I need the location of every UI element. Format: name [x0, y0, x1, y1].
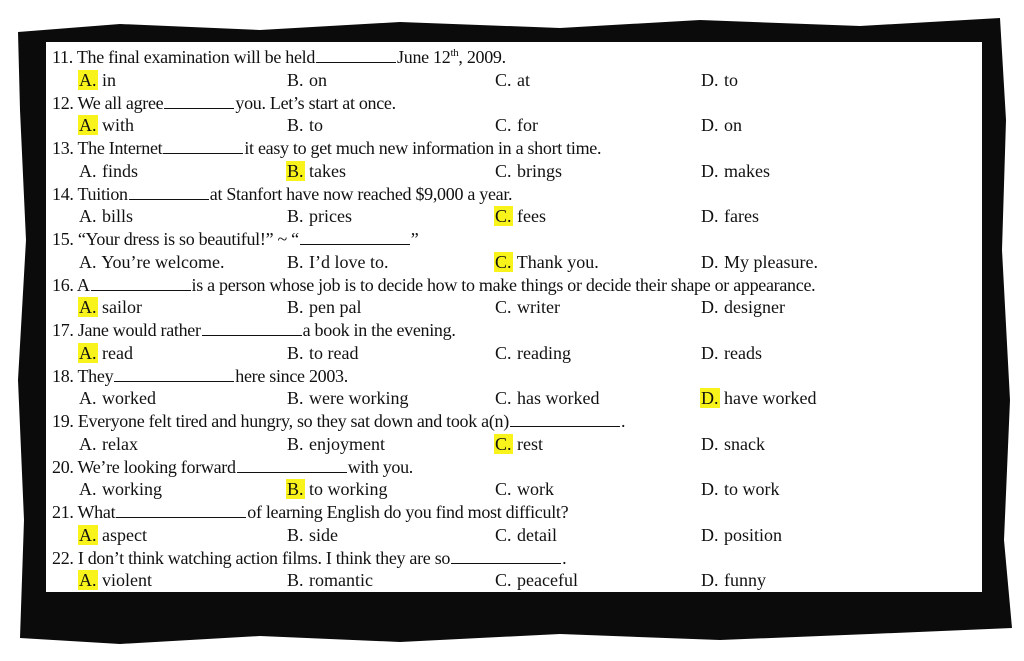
options-row — [46, 205, 982, 227]
question-text-before: Jane would rather — [77, 320, 201, 340]
option-letter: A. — [79, 388, 97, 408]
option-b[interactable] — [286, 251, 389, 273]
question-text-before: What — [77, 502, 116, 522]
option-a[interactable] — [78, 69, 116, 91]
option-letter: B. — [287, 160, 304, 181]
option-text: Thank you. — [516, 251, 599, 272]
option-c[interactable] — [494, 69, 530, 91]
option-letter: C. — [495, 69, 512, 90]
question-number: 18. — [52, 365, 74, 386]
option-letter: B. — [287, 479, 304, 499]
option-text: rest — [517, 433, 544, 454]
question-text-before: Everyone felt tired and hungry, so they sat down and took a(n) — [77, 411, 509, 431]
question-number: 19. — [52, 411, 74, 431]
option-a[interactable] — [78, 251, 225, 273]
option-a[interactable] — [78, 342, 133, 364]
option-text: has worked — [517, 388, 600, 408]
question-number: 15. — [52, 229, 74, 249]
option-d[interactable] — [700, 160, 770, 182]
question-text-after: ” — [410, 229, 419, 249]
option-text: working — [102, 479, 162, 499]
question-text-after: is a person whose job is to decide how to make things or decide their shape or appearance. — [191, 274, 816, 295]
question-text-before: I don’t think watching action films. I think they are so — [77, 547, 451, 568]
question-text-before: The Internet — [77, 138, 163, 158]
option-b[interactable] — [286, 433, 385, 455]
question-number: 17. — [52, 320, 74, 340]
option-letter: B. — [287, 115, 304, 135]
option-letter: C. — [495, 433, 512, 454]
option-letter: C. — [495, 570, 512, 590]
option-c[interactable] — [494, 478, 554, 500]
option-letter: B. — [287, 297, 304, 317]
option-d[interactable] — [700, 251, 818, 273]
option-letter: C. — [495, 160, 512, 181]
option-letter: A. — [79, 570, 97, 590]
option-b[interactable] — [286, 387, 408, 409]
answer-blank[interactable] — [129, 183, 209, 200]
question-20 — [52, 456, 413, 478]
question-16 — [52, 274, 815, 296]
option-b[interactable] — [286, 296, 362, 318]
option-text: to — [309, 115, 324, 135]
option-text: relax — [102, 433, 138, 454]
option-a[interactable] — [78, 569, 152, 591]
options-row — [46, 114, 982, 136]
option-b[interactable] — [286, 342, 359, 364]
option-letter: D. — [701, 115, 719, 135]
option-text: on — [309, 69, 328, 90]
option-letter: B. — [287, 342, 304, 363]
worksheet-page — [46, 42, 982, 592]
option-b[interactable] — [286, 524, 338, 546]
question-text-before: They — [77, 365, 114, 386]
answer-blank[interactable] — [91, 274, 191, 291]
options-row — [46, 251, 982, 273]
options-row — [46, 524, 982, 546]
option-a[interactable] — [78, 205, 133, 227]
question-12 — [52, 92, 396, 114]
options-row — [46, 478, 982, 500]
question-text-tail: , 2009. — [458, 47, 506, 67]
option-letter: D. — [701, 524, 719, 545]
option-letter: D. — [701, 479, 719, 499]
option-text: side — [309, 524, 339, 545]
option-text: My pleasure. — [724, 251, 818, 272]
option-text: bills — [102, 206, 134, 226]
question-text-after: a book in the evening. — [302, 320, 456, 340]
option-letter: C. — [495, 342, 512, 363]
option-text: makes — [724, 160, 770, 181]
options-row — [46, 342, 982, 364]
question-21 — [52, 501, 568, 523]
option-letter: B. — [287, 251, 304, 272]
question-text-before: A — [76, 274, 90, 295]
answer-blank[interactable] — [300, 228, 410, 245]
option-c[interactable] — [494, 342, 571, 364]
option-letter: C. — [495, 251, 512, 272]
option-text: aspect — [102, 524, 147, 545]
option-text: for — [517, 115, 539, 135]
option-c[interactable] — [494, 569, 578, 591]
option-a[interactable] — [78, 387, 156, 409]
question-text-before: Tuition — [77, 183, 128, 204]
option-letter: A. — [79, 524, 97, 545]
option-d[interactable] — [700, 205, 759, 227]
question-text-after: . — [620, 411, 626, 431]
question-number: 13. — [52, 138, 74, 158]
option-d[interactable] — [700, 387, 816, 409]
answer-blank[interactable] — [164, 92, 234, 109]
option-text: brings — [517, 160, 563, 181]
option-text: to read — [309, 342, 359, 363]
option-text: work — [517, 479, 555, 499]
option-letter: D. — [701, 297, 719, 317]
question-11 — [52, 46, 506, 68]
option-text: romantic — [309, 570, 373, 590]
question-text-before: We all agree — [77, 92, 164, 113]
option-letter: A. — [79, 251, 97, 272]
question-text-after: of learning English do you find most difficult? — [247, 502, 569, 522]
question-17 — [52, 319, 456, 341]
option-a[interactable] — [78, 433, 138, 455]
option-text: have worked — [724, 388, 817, 408]
answer-blank[interactable] — [114, 365, 234, 382]
option-letter: D. — [701, 251, 719, 272]
option-c[interactable] — [494, 114, 538, 136]
option-b[interactable] — [286, 69, 327, 91]
option-d[interactable] — [700, 342, 762, 364]
option-text: to — [724, 69, 739, 90]
options-row — [46, 296, 982, 318]
option-text: position — [724, 524, 783, 545]
option-text: takes — [309, 160, 346, 181]
option-a[interactable] — [78, 524, 147, 546]
option-letter: B. — [287, 433, 304, 454]
option-letter: A. — [79, 297, 97, 317]
option-text: with — [102, 115, 135, 135]
option-text: in — [102, 69, 117, 90]
option-letter: A. — [79, 479, 97, 499]
question-15 — [52, 228, 419, 250]
option-letter: A. — [79, 115, 97, 135]
option-b[interactable] — [286, 114, 323, 136]
option-text: enjoyment — [309, 433, 385, 454]
options-row — [46, 569, 982, 591]
question-number: 11. — [52, 47, 73, 67]
question-number: 20. — [52, 456, 74, 477]
option-text: funny — [724, 570, 766, 590]
option-c[interactable] — [494, 296, 560, 318]
option-letter: A. — [79, 69, 97, 90]
option-d[interactable] — [700, 478, 780, 500]
answer-blank[interactable] — [510, 410, 620, 427]
question-text-after: June 12 — [397, 47, 451, 67]
option-letter: C. — [495, 524, 512, 545]
option-letter: B. — [287, 524, 304, 545]
option-text: worked — [102, 388, 156, 408]
option-text: designer — [724, 297, 785, 317]
option-b[interactable] — [286, 160, 346, 182]
option-c[interactable] — [494, 524, 557, 546]
option-a[interactable] — [78, 296, 142, 318]
option-letter: C. — [495, 297, 512, 317]
option-letter: D. — [701, 342, 719, 363]
question-text-after: here since 2003. — [235, 365, 348, 386]
option-d[interactable] — [700, 69, 738, 91]
answer-blank[interactable] — [316, 46, 396, 63]
option-d[interactable] — [700, 569, 766, 591]
options-row — [46, 69, 982, 91]
option-text: fees — [517, 206, 546, 226]
option-text: pen pal — [309, 297, 362, 317]
option-letter: B. — [287, 206, 304, 226]
option-b[interactable] — [286, 569, 373, 591]
option-text: fares — [724, 206, 759, 226]
question-text-before: “Your dress is so beautiful!” ~ “ — [77, 229, 299, 249]
option-b[interactable] — [286, 478, 388, 500]
option-c[interactable] — [494, 251, 599, 273]
question-text-after: with you. — [347, 456, 413, 477]
option-text: on — [724, 115, 742, 135]
options-row — [46, 433, 982, 455]
option-d[interactable] — [700, 114, 742, 136]
option-text: read — [102, 342, 133, 363]
options-row — [46, 387, 982, 409]
option-letter: C. — [495, 388, 512, 408]
option-letter: D. — [701, 570, 719, 590]
question-number: 12. — [52, 92, 74, 113]
option-text: prices — [309, 206, 352, 226]
option-letter: A. — [79, 160, 97, 181]
option-letter: B. — [287, 570, 304, 590]
question-number: 16. — [52, 274, 74, 295]
question-19 — [52, 410, 625, 432]
answer-blank[interactable] — [202, 319, 302, 336]
question-13 — [52, 137, 601, 159]
option-letter: D. — [701, 206, 719, 226]
question-text-after: it easy to get much new information in a short time. — [244, 138, 602, 158]
question-text-before: We’re looking forward — [77, 456, 236, 477]
question-22 — [52, 547, 566, 569]
option-d[interactable] — [700, 433, 765, 455]
option-text: to working — [309, 479, 388, 499]
question-text-after: at Stanfort have now reached $9,000 a year. — [209, 183, 513, 204]
option-text: reads — [724, 342, 762, 363]
answer-blank[interactable] — [163, 137, 243, 154]
option-text: writer — [517, 297, 560, 317]
option-letter: B. — [287, 69, 304, 90]
question-text-after: you. Let’s start at once. — [235, 92, 396, 113]
option-text: violent — [102, 570, 152, 590]
option-a[interactable] — [78, 114, 134, 136]
option-text: were working — [309, 388, 409, 408]
answer-blank[interactable] — [451, 547, 561, 564]
option-text: sailor — [102, 297, 142, 317]
option-d[interactable] — [700, 524, 782, 546]
option-text: detail — [517, 524, 557, 545]
option-text: I’d love to. — [309, 251, 389, 272]
option-letter: D. — [701, 433, 719, 454]
option-c[interactable] — [494, 160, 562, 182]
option-c[interactable] — [494, 205, 546, 227]
date-ordinal-suffix: th — [450, 47, 459, 59]
option-letter: B. — [287, 388, 304, 408]
option-text: snack — [724, 433, 765, 454]
option-text: You’re welcome. — [101, 251, 225, 272]
option-text: to work — [724, 479, 780, 499]
question-text-after: . — [562, 547, 567, 568]
question-14 — [52, 183, 512, 205]
option-a[interactable] — [78, 478, 162, 500]
option-a[interactable] — [78, 160, 138, 182]
option-text: at — [517, 69, 531, 90]
option-letter: C. — [495, 206, 512, 226]
option-letter: C. — [495, 479, 512, 499]
option-text: peaceful — [517, 570, 578, 590]
option-letter: A. — [79, 342, 97, 363]
answer-blank[interactable] — [237, 456, 347, 473]
option-c[interactable] — [494, 387, 600, 409]
answer-blank[interactable] — [116, 501, 246, 518]
option-letter: D. — [701, 388, 719, 408]
question-text-before: The final examination will be held — [76, 47, 316, 67]
option-letter: D. — [701, 160, 719, 181]
option-d[interactable] — [700, 296, 785, 318]
option-b[interactable] — [286, 205, 352, 227]
option-letter: C. — [495, 115, 512, 135]
option-c[interactable] — [494, 433, 543, 455]
option-letter: A. — [79, 206, 97, 226]
question-number: 22. — [52, 547, 74, 568]
option-letter: D. — [701, 69, 719, 90]
question-number: 21. — [52, 502, 74, 522]
question-18 — [52, 365, 348, 387]
option-letter: A. — [79, 433, 97, 454]
option-text: reading — [517, 342, 571, 363]
question-number: 14. — [52, 183, 74, 204]
option-text: finds — [102, 160, 138, 181]
options-row — [46, 160, 982, 182]
